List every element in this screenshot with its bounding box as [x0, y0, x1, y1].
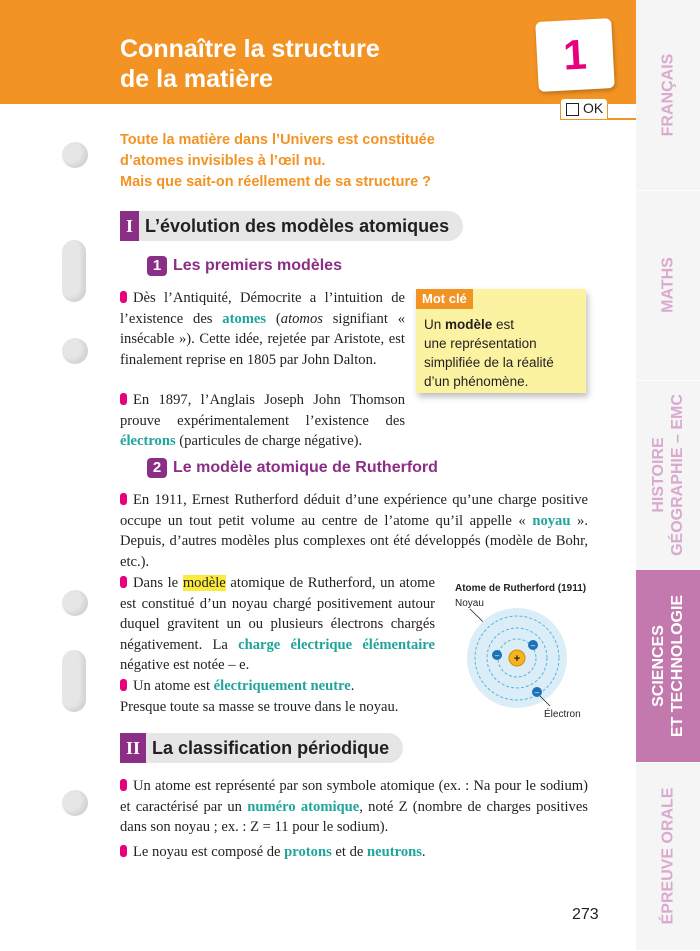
subject-tabs: [636, 0, 700, 950]
tab-francais[interactable]: [636, 0, 700, 191]
tab-label: ÉPREUVE ORALE: [659, 787, 677, 925]
highlight: modèle: [182, 575, 226, 591]
tab-histoire-geographie[interactable]: [636, 380, 700, 571]
bullet-icon: [120, 291, 127, 303]
section-title: L’évolution des modèles atomiques: [145, 216, 450, 236]
plus-sign: +: [513, 653, 521, 665]
paragraph: Le noyau est composé de protons et de neutrons.: [120, 842, 588, 863]
keyword: numéro atomique: [247, 798, 360, 815]
checkbox-icon[interactable]: [566, 103, 579, 116]
tab-epreuve-orale[interactable]: [636, 762, 700, 951]
bullet-icon: [120, 779, 127, 791]
paragraph: Dès l’Antiquité, Démocrite a l’intuition de l’existence des atomes (atomos signifiant « insécable »). Cette idée, rejetée par Aristote, est finalement reprise en 1805 par John Dalton.: [120, 290, 405, 368]
binder-hole: [62, 790, 88, 816]
minus-sign: –: [534, 688, 540, 697]
page-number: 273: [572, 906, 599, 923]
tab-label: FRANÇAIS: [659, 53, 677, 137]
keyword: neutrons: [367, 844, 422, 860]
chapter-header: [0, 0, 636, 104]
paragraph: Un atome est représenté par son symbole atomique (ex. : Na pour le sodium) et caractérisé par un numéro atomique, noté Z (nombre de charges positives dans son noyau ; ex. : Z = 11 pour le sodium).: [120, 778, 588, 835]
tab-label: MATHS: [659, 257, 677, 313]
binder-hole: [62, 650, 86, 712]
atom-svg: [440, 580, 600, 720]
intro-text: Toute la matière dans l’Univers est constituée d’atomes invisibles à l’œil nu. Mais que sait-on réellement de sa structure ?: [120, 132, 435, 190]
keyword: noyau: [532, 512, 571, 529]
paragraph: En 1911, Ernest Rutherford déduit d’une expérience qu’une charge positive occupe un tout petit volume au centre de l’atome qu’il appelle « noyau ». Depuis, d’autres modèles plus complexes ont été développés (modèle de Bohr, etc.).: [120, 492, 589, 570]
subsection-title: Le modèle atomique de Rutherford: [173, 459, 438, 476]
binder-hole: [62, 240, 86, 302]
section-heading-2: [120, 733, 403, 763]
keyword: atomes: [222, 310, 267, 327]
rutherford-atom-diagram: [440, 580, 600, 720]
binder-hole: [62, 338, 88, 364]
bullet-icon: [120, 845, 127, 857]
chapter-number: 1: [562, 30, 588, 79]
keyword: protons: [284, 844, 332, 860]
subsection-title: Les premiers modèles: [173, 257, 342, 274]
chapter-number-badge: [535, 18, 615, 92]
section-number: II: [120, 733, 146, 763]
label-nucleus: Noyau: [455, 598, 484, 609]
tab-label: HISTOIRE GÉOGRAPHIE – EMC: [650, 394, 686, 556]
section-heading-1: [120, 211, 463, 241]
label-electron: Électron: [544, 709, 581, 720]
paragraph: Un atome est électriquement neutre. Presque toute sa masse se trouve dans le noyau.: [120, 678, 399, 715]
section-number: I: [120, 211, 139, 241]
tab-label: SCIENCES ET TECHNOLOGIE: [650, 594, 686, 738]
minus-sign: –: [530, 641, 536, 650]
key-word-definition: Un modèle est une représentation simplifiée de la réalité d’un phénomène.: [424, 317, 554, 389]
diagram-title: Atome de Rutherford (1911): [455, 583, 587, 594]
bullet-icon: [120, 393, 127, 405]
keyword: électrons: [120, 433, 176, 449]
paragraph: En 1897, l’Anglais Joseph John Thomson prouve expérimentalement l’existence des électrons (particules de charge négative).: [120, 392, 405, 449]
subsection-number: 2: [147, 458, 167, 478]
ok-checkbox[interactable]: [560, 98, 608, 119]
binder-hole: [62, 590, 88, 616]
subsection-number: 1: [147, 256, 167, 276]
tab-maths[interactable]: [636, 190, 700, 381]
ok-label: OK: [583, 100, 604, 116]
key-word-box: [416, 289, 586, 393]
chapter-title: Connaître la structure de la matière: [120, 35, 380, 93]
bullet-icon: [120, 493, 127, 505]
minus-sign: –: [494, 651, 500, 660]
keyword: électriquement neutre: [213, 678, 351, 694]
bullet-icon: [120, 576, 127, 588]
binder-hole: [62, 142, 88, 168]
paragraph: Dans le modèle atomique de Rutherford, un atome est constitué d’un noyau chargé positivement autour duquel gravitent un ou plusieurs électrons chargés négativement. La charge électrique élémentaire négative est notée – e.: [120, 575, 435, 673]
subsection-heading-2: [147, 457, 438, 479]
subsection-heading-1: [147, 255, 342, 277]
section-title: La classification périodique: [152, 738, 390, 758]
key-word-label: Mot clé: [416, 289, 473, 309]
bullet-icon: [120, 679, 127, 691]
keyword: charge électrique élémentaire: [238, 636, 435, 653]
tab-sciences[interactable]: [636, 570, 700, 763]
